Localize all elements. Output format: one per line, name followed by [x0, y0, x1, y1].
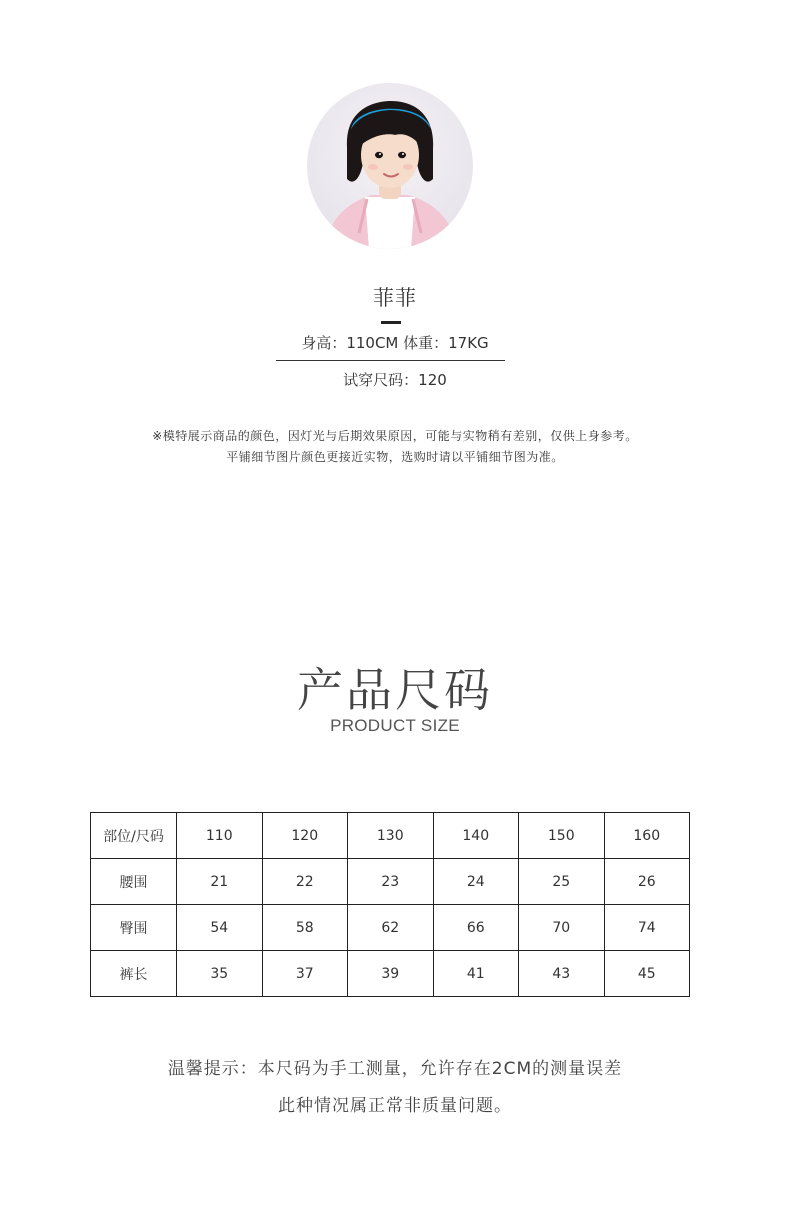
- table-row-label: 臀围: [91, 905, 177, 951]
- table-header-cell: 150: [519, 813, 605, 859]
- fit-size: 试穿尺码：120: [343, 371, 447, 389]
- table-cell: 39: [348, 951, 434, 997]
- table-cell: 62: [348, 905, 434, 951]
- table-cell: 54: [177, 905, 263, 951]
- section-subtitle: PRODUCT SIZE: [330, 716, 460, 735]
- model-name: 菲菲: [373, 286, 417, 310]
- section-title: 产品尺码: [297, 663, 493, 717]
- table-cell: 43: [519, 951, 605, 997]
- divider: [276, 360, 505, 361]
- table-row-label: 腰围: [91, 859, 177, 905]
- table-cell: 35: [177, 951, 263, 997]
- table-header-cell: 部位/尺码: [91, 813, 177, 859]
- model-stats: 身高：110CM 体重：17KG: [301, 334, 489, 352]
- table-cell: 37: [262, 951, 348, 997]
- size-table: [90, 812, 690, 997]
- measurement-tip-line-2: 此种情况属正常非质量问题。: [278, 1096, 512, 1116]
- table-cell: 45: [604, 951, 690, 997]
- table-header-cell: 160: [604, 813, 690, 859]
- table-cell: 66: [433, 905, 519, 951]
- table-cell: 41: [433, 951, 519, 997]
- table-cell: 22: [262, 859, 348, 905]
- name-underline: [381, 321, 401, 324]
- table-cell: 21: [177, 859, 263, 905]
- table-header-cell: 130: [348, 813, 434, 859]
- measurement-tip-line-1: 温馨提示：本尺码为手工测量，允许存在2CM的测量误差: [167, 1059, 623, 1079]
- color-note-line-2: 平铺细节图片颜色更接近实物，选购时请以平铺细节图为准。: [226, 450, 564, 464]
- model-photo-illustration: [307, 83, 473, 249]
- table-cell: 25: [519, 859, 605, 905]
- table-cell: 74: [604, 905, 690, 951]
- table-row: [91, 905, 690, 951]
- model-avatar: [307, 83, 473, 249]
- table-header-row: [91, 813, 690, 859]
- table-row: [91, 951, 690, 997]
- table-header-cell: 140: [433, 813, 519, 859]
- table-row-label: 裤长: [91, 951, 177, 997]
- table-row: [91, 859, 690, 905]
- table-cell: 70: [519, 905, 605, 951]
- table-header-cell: 110: [177, 813, 263, 859]
- color-note-line-1: ※模特展示商品的颜色，因灯光与后期效果原因，可能与实物稍有差别，仅供上身参考。: [152, 429, 638, 443]
- table-cell: 24: [433, 859, 519, 905]
- table-cell: 58: [262, 905, 348, 951]
- table-cell: 23: [348, 859, 434, 905]
- table-cell: 26: [604, 859, 690, 905]
- table-header-cell: 120: [262, 813, 348, 859]
